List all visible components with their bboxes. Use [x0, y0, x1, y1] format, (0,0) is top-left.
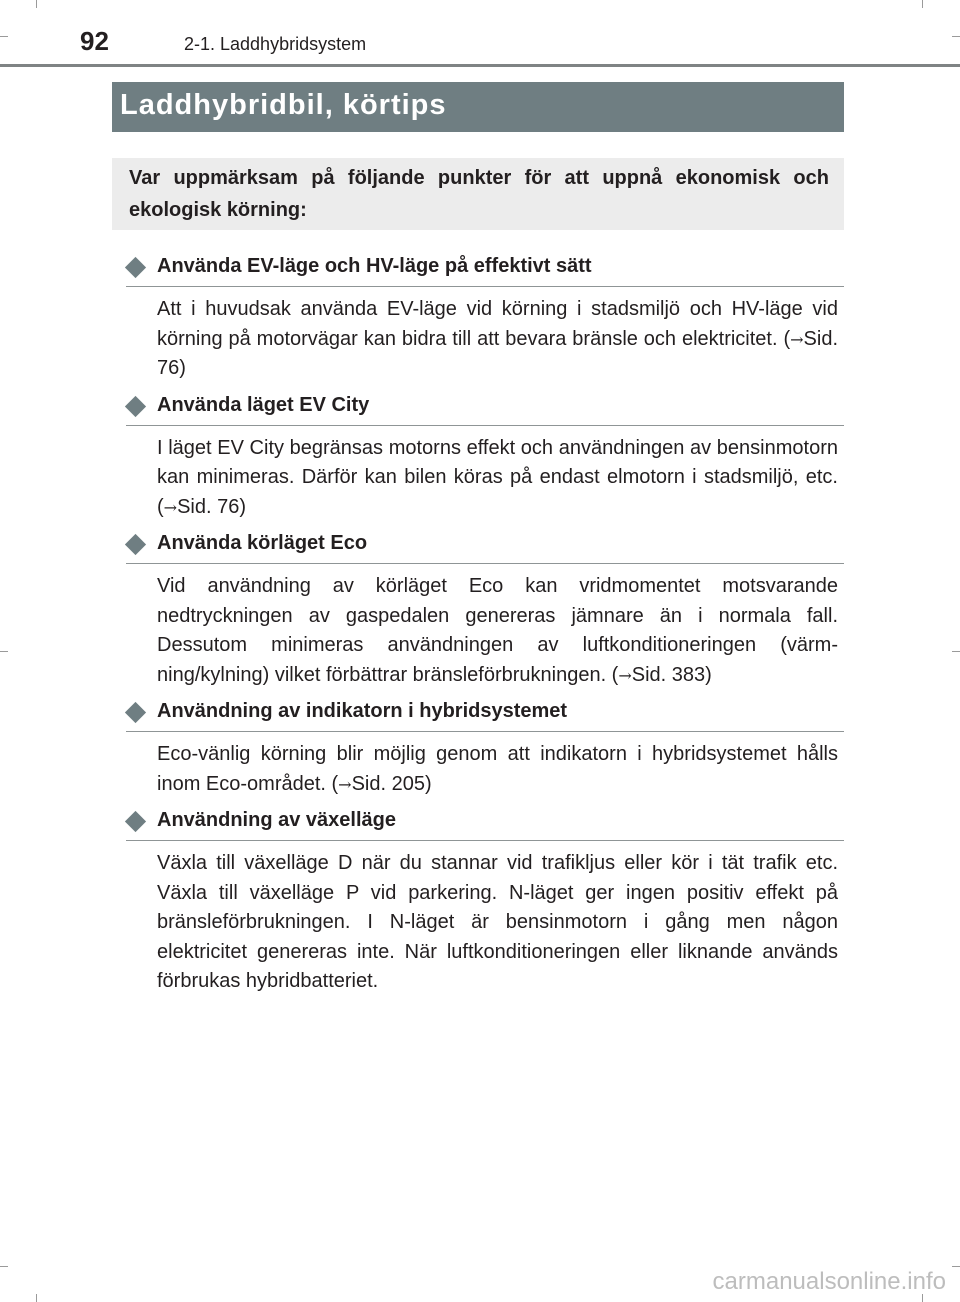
diamond-bullet-icon — [125, 702, 146, 723]
title-bar — [112, 82, 844, 132]
tip-heading: Användning av indikatorn i hybridsystemet — [157, 700, 568, 722]
page-reference[interactable]: Sid. 76) — [157, 327, 838, 379]
tip-body — [157, 740, 838, 799]
tip-entry — [126, 252, 844, 384]
tip-text: Att i huvudsak använda EV-läge vid körning i stadsmiljö och HV-läge vid körning på motorvägar kan bidra till att bevara bränsle och elektricitet. ( — [157, 298, 838, 350]
page-title: Laddhybridbil, körtips — [120, 89, 447, 121]
tip-body — [157, 434, 838, 523]
tip-body — [157, 295, 838, 384]
page-reference[interactable]: Sid. 205) — [351, 772, 432, 795]
intro-box — [112, 158, 844, 230]
arrow-icon: → — [338, 774, 352, 794]
tip-heading-row — [126, 806, 844, 841]
diamond-bullet-icon — [125, 811, 146, 832]
diamond-bullet-icon — [125, 534, 146, 555]
tip-heading-row — [126, 697, 844, 732]
crop-mark — [952, 651, 960, 652]
arrow-icon: → — [618, 665, 632, 685]
tip-text: Vid användning av körläget Eco kan vridmomentet motsvarande nedtryckningen av gaspedalen genereras jämnare än i normala fall. Dessutom minimeras användningen av luftkonditioneringen (värmning/kylning) vilket förbättrar bränsleförbrukningen. ( — [157, 575, 838, 686]
tip-heading-row — [126, 252, 844, 287]
page-number: 92 — [80, 26, 109, 56]
tip-entry — [126, 391, 844, 523]
intro-text: Var uppmärksam på följande punkter för att uppnå ekonomisk och ekologisk körning: — [129, 167, 829, 221]
tip-heading: Användning av växelläge — [157, 809, 396, 831]
arrow-icon: → — [790, 329, 804, 349]
arrow-icon: → — [163, 497, 178, 517]
diamond-bullet-icon — [125, 257, 146, 278]
header-divider — [0, 64, 960, 67]
page-reference[interactable]: Sid. 383) — [631, 663, 712, 686]
section-title: 2-1. Laddhybridsystem — [184, 34, 367, 54]
tip-body — [157, 849, 838, 997]
tips-list — [126, 252, 844, 1004]
crop-mark — [952, 1266, 960, 1267]
tip-text: I läget EV City begränsas motorns effekt och användningen av bensinmotorn kan minimeras. Därför kan bilen köras på endast elmotorn i stadsmiljö, etc. ( — [157, 436, 838, 518]
crop-mark — [0, 651, 8, 652]
crop-mark — [36, 1294, 37, 1302]
tip-text: Växla till växelläge D när du stannar vid trafikljus eller kör i tät trafik etc. Växla till växelläge P vid parkering. N-läget ger ingen positiv effekt på bränsleförbrukningen. I N-läget är bensinmotorn i gång men någon elektricitet genereras inte. När luftkonditioneringen eller liknande används förbrukas hybridbatteriet. — [157, 852, 838, 992]
watermark: carmanualsonline.info — [712, 1268, 946, 1295]
tip-body — [157, 572, 838, 690]
tip-entry — [126, 529, 844, 690]
tip-heading: Använda körläget Eco — [157, 532, 368, 554]
tip-entry — [126, 697, 844, 799]
tip-heading: Använda läget EV City — [157, 393, 370, 416]
tip-text: Eco-vänlig körning blir möjlig genom att indikatorn i hybridsystemet hålls inom Eco-området. ( — [157, 743, 838, 795]
tip-entry — [126, 806, 844, 997]
tip-heading-row — [126, 529, 844, 564]
diamond-bullet-icon — [125, 395, 146, 416]
tip-heading: Använda EV-läge och HV-läge på effektivt sätt — [157, 255, 592, 277]
page-reference[interactable]: Sid. 76) — [177, 495, 247, 518]
tip-heading-row — [126, 391, 844, 426]
page-header — [0, 0, 960, 68]
crop-mark — [0, 1266, 8, 1267]
